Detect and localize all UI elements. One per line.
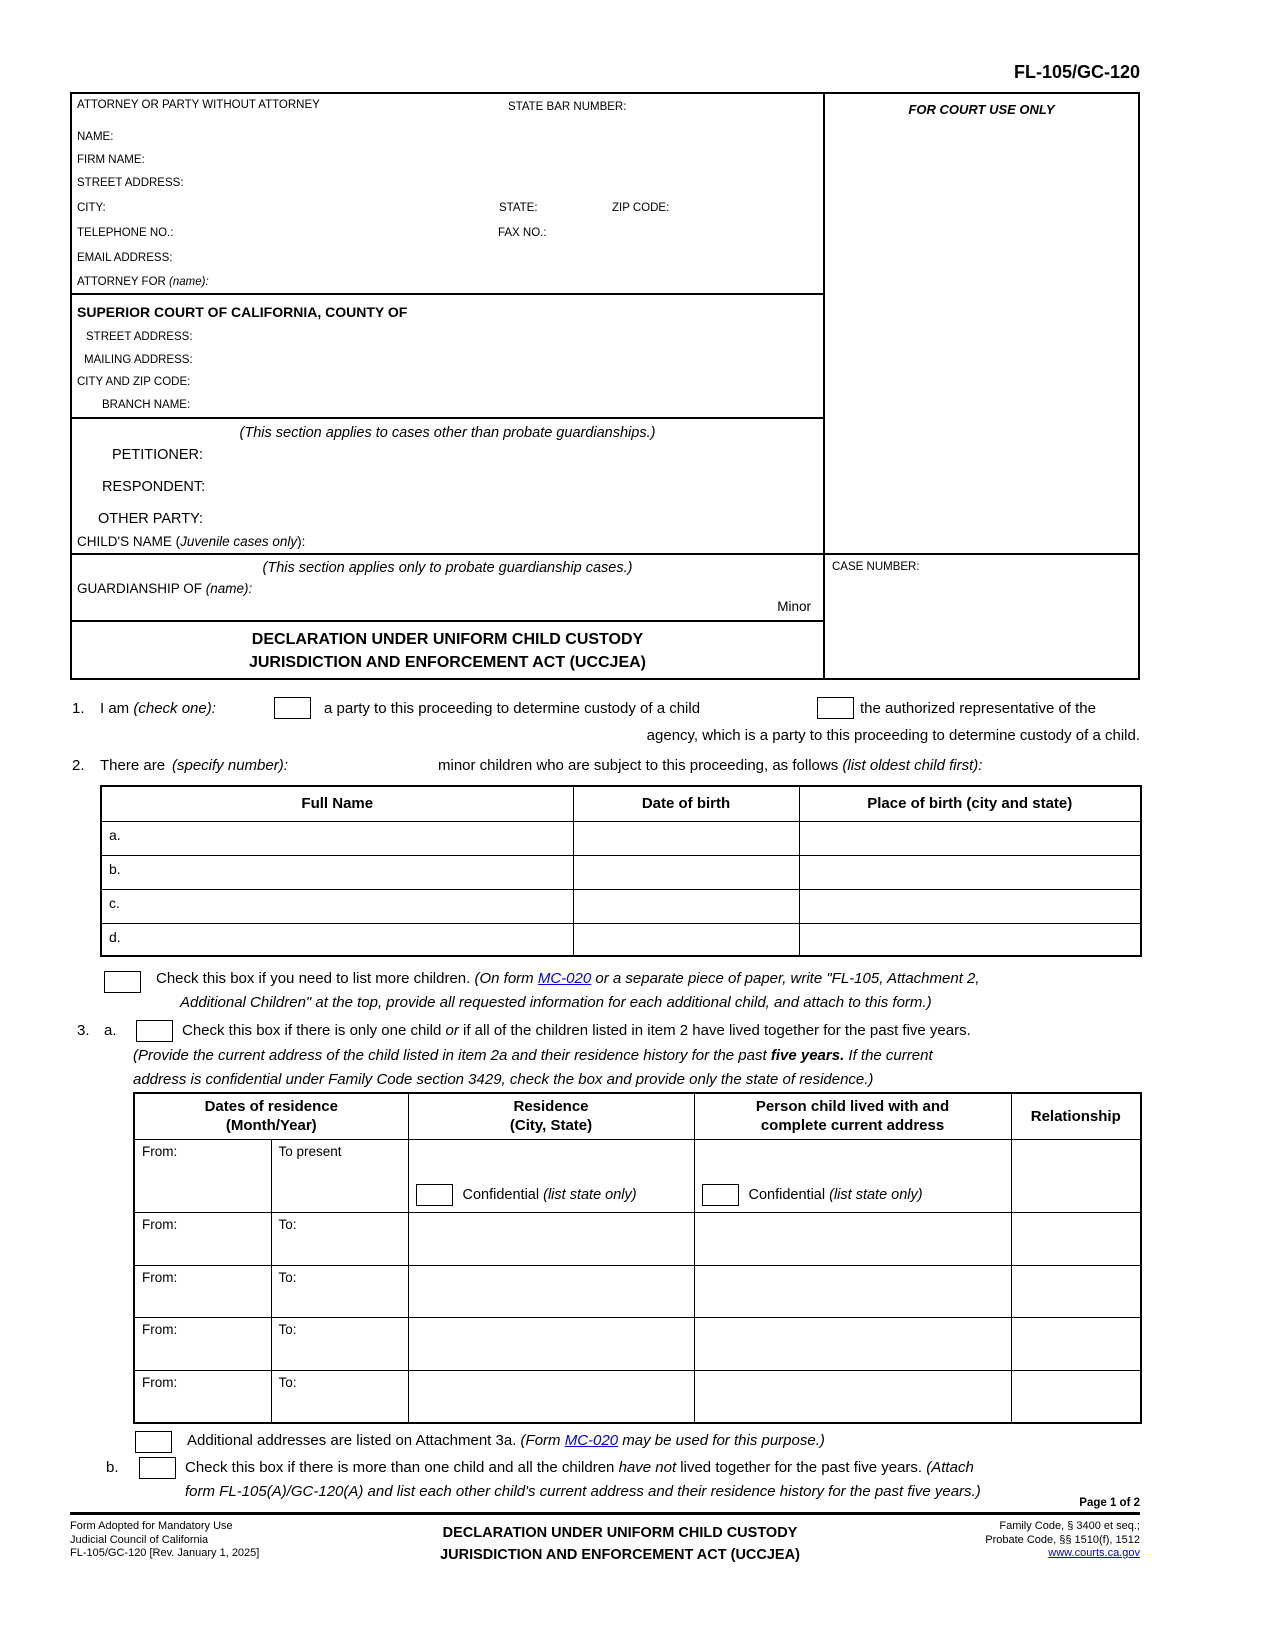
parties-section [72, 419, 823, 555]
residence-header-person-line2: complete current address [760, 1117, 945, 1135]
additional-addresses-line [187, 1432, 825, 1449]
residence-header-dates [134, 1093, 408, 1139]
residence-row-2 [134, 1212, 1141, 1265]
residence-row-3 [134, 1265, 1141, 1317]
residence-header-residence [408, 1093, 694, 1139]
attorney-section [72, 94, 823, 295]
form-title-line2: JURISDICTION AND ENFORCEMENT ACT (UCCJEA) [248, 654, 647, 671]
court-branch-label: BRANCH NAME: [102, 399, 191, 411]
child-b-label: b. [109, 860, 121, 877]
more-children-line2: Additional Children" at the top, provide all requested information for each additional child, and attach to this form.) [180, 994, 932, 1011]
more-children-paren-start: (On form [474, 970, 534, 987]
item3a-text-after-or: if all of the children listed in item 2 have lived together for the past five years. [463, 1022, 971, 1039]
additional-addresses-paren-rest: may be used for this purpose.) [622, 1432, 825, 1449]
attorney-for-name-hint: (name): [169, 276, 209, 288]
item3a-note1b: five years. [770, 1047, 845, 1064]
residence-row3-to-cell[interactable] [271, 1265, 408, 1317]
childs-name-prefix: CHILD'S NAME ( [77, 534, 181, 549]
guardianship-of-text: GUARDIANSHIP OF [77, 581, 203, 596]
residence-row5-person-cell[interactable] [694, 1370, 1011, 1423]
childs-name-italic: Juvenile cases only [180, 534, 298, 549]
residence-row2-residence-cell[interactable] [408, 1212, 694, 1265]
residence-row2-from-label: From: [142, 1216, 178, 1232]
item3b-t4: (Attach [926, 1459, 974, 1476]
court-use-label: FOR COURT USE ONLY [908, 102, 1055, 117]
item3a-letter: a. [104, 1022, 117, 1039]
footer-left-line3: FL-105/GC-120 [Rev. January 1, 2025] [70, 1547, 260, 1559]
name-label: NAME: [77, 131, 114, 143]
superior-court-title: SUPERIOR COURT OF CALIFORNIA, COUNTY OF [77, 304, 408, 320]
item3b-letter: b. [106, 1459, 119, 1476]
residence-row3-from-label: From: [142, 1269, 178, 1285]
child-b-place-cell[interactable] [799, 855, 1141, 889]
residence-row5-from-label: From: [142, 1374, 178, 1390]
residence-row-current [134, 1139, 1141, 1212]
residence-confidential-label: Confidential [462, 1186, 540, 1203]
courts-ca-gov-link[interactable]: www.courts.ca.gov [1048, 1547, 1140, 1559]
page-number: Page 1 of 2 [1079, 1497, 1140, 1509]
item2-lead: There are [100, 757, 166, 774]
residence-header-row [134, 1093, 1141, 1139]
parties-section-note: (This section applies to cases other than probate guardianships.) [239, 425, 656, 441]
attorney-caption: ATTORNEY OR PARTY WITHOUT ATTORNEY [77, 99, 320, 111]
state-bar-label: STATE BAR NUMBER: [508, 101, 627, 113]
residence-row4-from-cell[interactable] [134, 1317, 271, 1370]
residence-row3-to-label: To: [278, 1269, 297, 1285]
residence-row3-person-cell[interactable] [694, 1265, 1011, 1317]
fax-label: FAX NO.: [498, 227, 547, 239]
residence-header-relationship: Relationship [1011, 1093, 1141, 1139]
residence-header-dates-line1: Dates of residence [204, 1098, 338, 1116]
item1-number: 1. [72, 700, 85, 717]
item3a-text [182, 1022, 971, 1039]
child-d-dob-cell[interactable] [573, 923, 799, 956]
city-label: CITY: [77, 202, 106, 214]
court-street-label: STREET ADDRESS: [86, 331, 193, 343]
residence-confidential-hint: (list state only) [543, 1186, 637, 1203]
caption-left-column [72, 94, 823, 678]
case-number-box[interactable] [825, 555, 1138, 676]
residence-row-4 [134, 1317, 1141, 1370]
more-children-text: Check this box if you need to list more children. [156, 970, 471, 987]
petitioner-label: PETITIONER: [112, 447, 204, 463]
item3b-t1: Check this box if there is more than one child and all the children [185, 1459, 615, 1476]
item3-number: 3. [77, 1022, 90, 1039]
child-c-label: c. [109, 894, 120, 911]
more-children-paren-rest: or a separate piece of paper, write "FL-105, Attachment 2, [595, 970, 980, 987]
court-section [72, 295, 823, 419]
court-mailing-label: MAILING ADDRESS: [84, 354, 193, 366]
case-number-label: CASE NUMBER: [832, 561, 920, 573]
footer-left-line2: Judicial Council of California [70, 1533, 209, 1546]
zip-code-label: ZIP CODE: [612, 202, 670, 214]
item3b-t3: lived together for the past five years. [680, 1459, 923, 1476]
residence-row1-from-cell[interactable] [134, 1139, 271, 1212]
residence-row5-relationship-cell[interactable] [1011, 1370, 1141, 1423]
footer-title-line2: JURISDICTION AND ENFORCEMENT ACT (UCCJEA) [440, 1547, 800, 1563]
child-a-place-cell[interactable] [799, 821, 1141, 855]
residence-header-person [694, 1093, 1011, 1139]
item3a-note-line2: address is confidential under Family Code section 3429, check the box and provide only the state of residence.) [133, 1071, 874, 1088]
item1-agency-checkbox[interactable] [817, 697, 854, 719]
residence-row5-to-label: To: [278, 1374, 297, 1390]
item2-number: 2. [72, 757, 85, 774]
residence-row2-relationship-cell[interactable] [1011, 1212, 1141, 1265]
mc-020-link[interactable]: MC-020 [537, 970, 592, 987]
item1-party-checkbox[interactable] [274, 697, 311, 719]
item2-rest [438, 757, 982, 774]
item3a-or: or [445, 1022, 459, 1039]
item3b-line2: form FL-105(A)/GC-120(A) and list each other child's current address and their residence history for the past five years.) [185, 1483, 981, 1500]
item1-option-agency-line2: agency, which is a party to this proceeding to determine custody of a child. [646, 727, 1140, 744]
children-header-date-of-birth: Date of birth [573, 786, 799, 821]
additional-addresses-paren-start: (Form [520, 1432, 561, 1449]
child-a-full-name-cell[interactable] [101, 821, 573, 855]
childs-name-label [77, 534, 305, 549]
person-confidential-checkbox[interactable] [702, 1184, 739, 1206]
children-header-full-name: Full Name [101, 786, 573, 821]
residence-row2-person-cell[interactable] [694, 1212, 1011, 1265]
residence-table [133, 1092, 1142, 1424]
state-label: STATE: [499, 202, 538, 214]
item3a-checkbox[interactable] [136, 1020, 173, 1042]
residence-row1-to-label: To present [278, 1143, 342, 1159]
residence-row2-to-label: To: [278, 1216, 297, 1232]
footer-left [70, 1520, 259, 1561]
guardianship-section-note: (This section applies only to probate guardianship cases.) [262, 560, 633, 576]
telephone-label: TELEPHONE NO.: [77, 227, 174, 239]
childs-name-suffix: ): [297, 534, 306, 549]
item3a-note1a: (Provide the current address of the child listed in item 2a and their residence history for the past [133, 1047, 767, 1064]
residence-row2-from-cell[interactable] [134, 1212, 271, 1265]
residence-header-residence-line2: (City, State) [509, 1117, 593, 1135]
street-address-label: STREET ADDRESS: [77, 177, 184, 189]
guardianship-section [72, 555, 823, 622]
footer-rule [70, 1512, 1140, 1515]
attorney-for-label [77, 276, 209, 288]
child-c-full-name-cell[interactable] [101, 889, 573, 923]
child-d-place-cell[interactable] [799, 923, 1141, 956]
item2-rest-text: minor children who are subject to this proceeding, as follows [438, 757, 839, 774]
child-row-a [101, 821, 1141, 855]
child-d-label: d. [109, 928, 121, 945]
additional-addresses-checkbox[interactable] [135, 1431, 172, 1453]
caption-right-column [823, 94, 1138, 678]
footer-right-line1: Family Code, § 3400 et seq.; [999, 1520, 1140, 1532]
child-row-d [101, 923, 1141, 956]
court-use-box [825, 94, 1138, 555]
child-row-c [101, 889, 1141, 923]
item1-check-one-hint: (check one): [133, 700, 216, 717]
residence-row1-person-cell[interactable] [694, 1139, 1011, 1212]
child-c-place-cell[interactable] [799, 889, 1141, 923]
item3a-text-before-or: Check this box if there is only one child [182, 1022, 442, 1039]
residence-row5-residence-cell[interactable] [408, 1370, 694, 1423]
court-city-zip-label: CITY AND ZIP CODE: [77, 376, 191, 388]
residence-header-person-line1: Person child lived with and [755, 1098, 950, 1116]
residence-header-residence-line1: Residence [513, 1098, 589, 1116]
person-confidential-group [702, 1184, 923, 1206]
item1-option-agency-line1: the authorized representative of the [860, 700, 1096, 717]
additional-addresses-text: Additional addresses are listed on Attachment 3a. [187, 1432, 517, 1449]
child-a-label: a. [109, 826, 121, 843]
item3b-have-not: have not [618, 1459, 677, 1476]
footer-title-line1: DECLARATION UNDER UNIFORM CHILD CUSTODY [442, 1525, 798, 1541]
respondent-label: RESPONDENT: [102, 479, 206, 495]
guardianship-of-label [77, 581, 252, 596]
item3b-line1 [185, 1459, 974, 1476]
guardianship-name-hint: (name): [205, 581, 253, 596]
footer-left-line1: Form Adopted for Mandatory Use [70, 1520, 233, 1532]
item1-lead [100, 700, 216, 717]
residence-row1-to-cell[interactable] [271, 1139, 408, 1212]
residence-row5-to-cell[interactable] [271, 1370, 408, 1423]
residence-header-dates-line2: (Month/Year) [225, 1117, 317, 1135]
person-confidential-label: Confidential [748, 1186, 826, 1203]
residence-row4-to-label: To: [278, 1321, 297, 1337]
minor-label: Minor [777, 599, 811, 614]
item3b-checkbox[interactable] [139, 1457, 176, 1479]
residence-row-5 [134, 1370, 1141, 1423]
residence-row1-relationship-cell[interactable] [1011, 1139, 1141, 1212]
form-number: FL-105/GC-120 [1013, 62, 1140, 82]
residence-row2-to-cell[interactable] [271, 1212, 408, 1265]
residence-row4-residence-cell[interactable] [408, 1317, 694, 1370]
residence-row3-relationship-cell[interactable] [1011, 1265, 1141, 1317]
more-children-line1 [156, 970, 980, 987]
caption-box [70, 92, 1140, 680]
children-table [100, 785, 1142, 957]
person-confidential-hint: (list state only) [829, 1186, 923, 1203]
item3a-note-line1 [133, 1047, 933, 1064]
residence-row4-from-label: From: [142, 1321, 178, 1337]
item2-specify-hint: (specify number): [172, 757, 288, 774]
child-c-dob-cell[interactable] [573, 889, 799, 923]
more-children-checkbox[interactable] [104, 971, 141, 993]
child-row-b [101, 855, 1141, 889]
form-title-section [72, 622, 823, 678]
children-header-place-of-birth: Place of birth (city and state) [799, 786, 1141, 821]
child-a-dob-cell[interactable] [573, 821, 799, 855]
residence-row3-residence-cell[interactable] [408, 1265, 694, 1317]
form-title-line1: DECLARATION UNDER UNIFORM CHILD CUSTODY [251, 631, 644, 648]
item1-lead-text: I am [100, 700, 130, 717]
children-table-header-row [101, 786, 1141, 821]
residence-confidential-group [416, 1184, 637, 1206]
child-d-full-name-cell[interactable] [101, 923, 573, 956]
item1-option-party: a party to this proceeding to determine custody of a child [324, 700, 701, 717]
residence-row5-from-cell[interactable] [134, 1370, 271, 1423]
residence-row4-to-cell[interactable] [271, 1317, 408, 1370]
residence-row4-relationship-cell[interactable] [1011, 1317, 1141, 1370]
residence-confidential-checkbox[interactable] [416, 1184, 453, 1206]
email-label: EMAIL ADDRESS: [77, 252, 173, 264]
firm-name-label: FIRM NAME: [77, 154, 145, 166]
residence-row4-person-cell[interactable] [694, 1317, 1011, 1370]
item2-rest-italic: (list oldest child first): [842, 757, 983, 774]
attorney-for-text: ATTORNEY FOR [77, 276, 166, 288]
mc-020-link-2[interactable]: MC-020 [564, 1432, 619, 1449]
residence-row1-from-label: From: [142, 1143, 178, 1159]
item3a-note1c: If the current [848, 1047, 933, 1064]
footer-right [840, 1520, 1140, 1561]
child-b-full-name-cell[interactable] [101, 855, 573, 889]
residence-row1-residence-cell[interactable] [408, 1139, 694, 1212]
child-b-dob-cell[interactable] [573, 855, 799, 889]
other-party-label: OTHER PARTY: [98, 511, 204, 527]
footer-right-line2: Probate Code, §§ 1510(f), 1512 [985, 1533, 1140, 1546]
residence-row3-from-cell[interactable] [134, 1265, 271, 1317]
